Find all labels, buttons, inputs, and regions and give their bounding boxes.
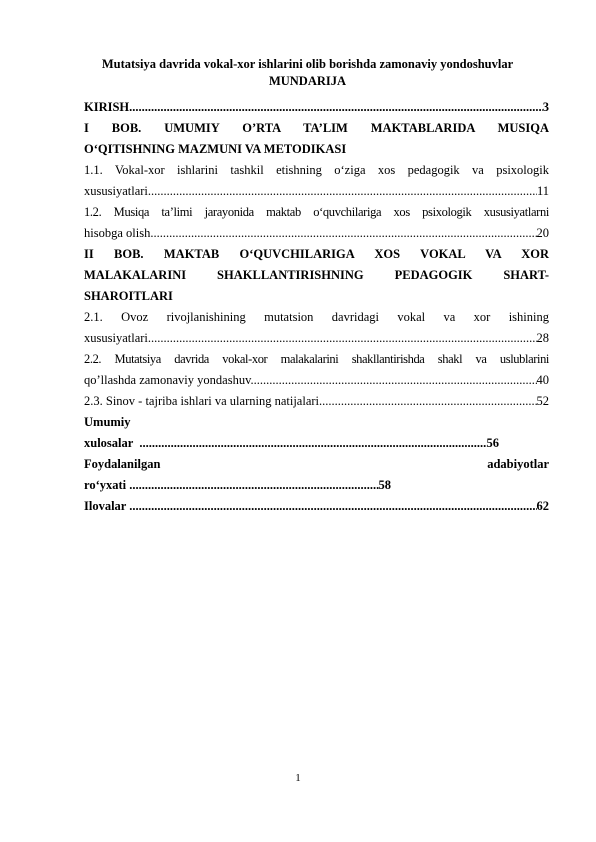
- toc-entry-2-3[interactable]: [84, 391, 549, 412]
- toc-page-number: 20: [536, 226, 549, 240]
- toc-entry-1-2-line[interactable]: 1.2. Musiqa ta’limi jarayonida maktab o‘quvchilariga xos psixologik xususiyatlarni: [84, 205, 549, 219]
- toc-entry-1-2[interactable]: [84, 223, 549, 244]
- toc-entry-1-1[interactable]: [84, 181, 549, 202]
- toc-label: xulosalar: [84, 436, 140, 450]
- toc-leader-dots: [148, 181, 537, 202]
- toc-conclusion-line[interactable]: Umumiy: [84, 415, 131, 429]
- toc-entry-2-2[interactable]: [84, 370, 549, 391]
- page-number-footer: 1: [295, 772, 301, 784]
- table-of-contents: [84, 97, 549, 517]
- toc-page-number: 3: [542, 100, 549, 114]
- toc-label: ro‘yxati: [84, 478, 130, 492]
- toc-entry-1-1-line[interactable]: 1.1. Vokal-xor ishlarini tashkil etishning o‘ziga xos pedagogik va psixologik: [84, 163, 549, 177]
- toc-entry-conclusion[interactable]: [84, 433, 499, 454]
- toc-entry-2-2-line[interactable]: 2.2. Mutatsiya davrida vokal-xor malakalarini shakllantirishda shakl va uslublarini: [84, 352, 549, 366]
- toc-entry-appendix[interactable]: [84, 496, 549, 517]
- toc-entry-2-1-line[interactable]: 2.1. Ovoz rivojlanishining mutatsion davridagi vokal va xor ishining: [84, 310, 549, 324]
- toc-chapter-1-line[interactable]: O‘QITISHNING MAZMUNI VA METODIKASI: [84, 142, 347, 156]
- toc-label: Ilovalar: [84, 499, 130, 513]
- toc-leader-dots: [129, 496, 536, 517]
- toc-leader-dots: [129, 97, 543, 118]
- toc-label: hisobga olish: [84, 226, 151, 240]
- toc-page-number: 28: [536, 331, 549, 345]
- toc-label: qo’llashda zamonaviy yondashuv.: [84, 373, 254, 387]
- toc-page-number: 52: [536, 394, 549, 408]
- toc-label: xususiyatlari: [84, 331, 148, 345]
- toc-leader-dots: [148, 328, 537, 349]
- toc-page-number: 58: [378, 478, 391, 492]
- toc-references-word: Foydalanilgan: [84, 457, 161, 471]
- toc-label: 2.3. Sinov - tajriba ishlari va ularning natijalari: [84, 394, 320, 408]
- toc-entry-references[interactable]: [84, 475, 391, 496]
- toc-leader-dots: [139, 433, 486, 454]
- toc-leader-dots: [319, 391, 536, 412]
- toc-entry-intro[interactable]: [84, 97, 549, 118]
- toc-page-number: 62: [536, 499, 549, 513]
- toc-chapter-2-line[interactable]: II BOB. MAKTAB O‘QUVCHILARIGA XOS VOKAL VA XOR: [84, 247, 549, 261]
- toc-page-number: 56: [486, 436, 499, 450]
- toc-entry-2-1[interactable]: [84, 328, 549, 349]
- toc-page-number: 40: [536, 373, 549, 387]
- toc-label: KIRISH: [84, 100, 130, 114]
- contents-heading: MUNDARIJA: [268, 74, 347, 88]
- toc-leader-dots: [129, 475, 378, 496]
- toc-label: xususiyatlari: [84, 184, 148, 198]
- toc-leader-dots: [150, 223, 536, 244]
- toc-page-number: 11: [536, 184, 549, 198]
- toc-leader-dots: [254, 370, 537, 391]
- toc-chapter-2-line[interactable]: MALAKALARINI SHAKLLANTIRISHNING PEDAGOGIK SHART-: [84, 268, 549, 282]
- toc-references-line[interactable]: [84, 454, 549, 475]
- toc-chapter-1-line[interactable]: I BOB. UMUMIY O’RTA TA’LIM MAKTABLARIDA MUSIQA: [84, 121, 549, 135]
- document-title: [70, 56, 545, 90]
- toc-chapter-2-line[interactable]: SHAROITLARI: [84, 289, 173, 303]
- title-line: Mutatsiya davrida vokal-xor ishlarini olib borishda zamonaviy yondoshuvlar: [101, 57, 514, 71]
- toc-references-word: adabiyotlar: [487, 457, 549, 471]
